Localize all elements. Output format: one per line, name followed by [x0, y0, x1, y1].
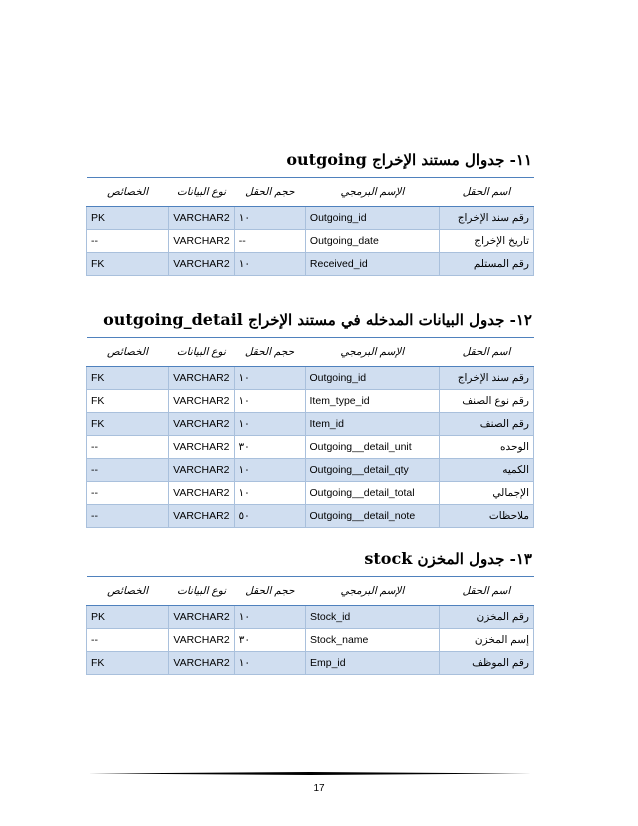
column-header: اسم الحقل — [440, 338, 534, 367]
program-name-cell: Stock_name — [306, 629, 440, 652]
data-type-cell: VARCHAR2 — [169, 482, 234, 505]
properties-cell: FK — [87, 390, 169, 413]
program-name-cell: Received_id — [305, 253, 439, 276]
field-size-cell: ١٠ — [234, 482, 305, 505]
table-header-row — [87, 178, 534, 207]
program-name-cell: Emp_id — [306, 652, 440, 675]
table-row — [87, 253, 534, 276]
column-header: حجم الحقل — [234, 338, 305, 367]
program-name-cell: Outgoing_date — [305, 230, 439, 253]
field-name-cell: رقم المستلم — [439, 253, 533, 276]
table-outgoing — [86, 177, 534, 276]
table-row — [87, 505, 534, 528]
table-header-row — [87, 338, 534, 367]
table-stock — [86, 576, 534, 675]
table-row — [87, 207, 534, 230]
program-name-cell: Outgoing_id — [305, 367, 440, 390]
column-header: الخصائص — [87, 178, 169, 207]
column-header: الخصائص — [87, 577, 169, 606]
properties-cell: -- — [87, 436, 169, 459]
column-header: نوع البيانات — [169, 338, 234, 367]
field-name-cell: رقم سند الإخراج — [440, 367, 534, 390]
column-header: الخصائص — [87, 338, 169, 367]
program-name-cell: Outgoing__detail_total — [305, 482, 440, 505]
table-row — [87, 629, 534, 652]
program-name-cell: Item_type_id — [305, 390, 440, 413]
data-type-cell: VARCHAR2 — [169, 505, 234, 528]
properties-cell: FK — [87, 367, 169, 390]
field-size-cell: ١٠ — [234, 253, 305, 276]
properties-cell: -- — [87, 459, 169, 482]
field-size-cell: ١٠ — [234, 367, 305, 390]
data-type-cell: VARCHAR2 — [169, 606, 234, 629]
data-type-cell: VARCHAR2 — [169, 629, 234, 652]
properties-cell: FK — [87, 413, 169, 436]
column-header: اسم الحقل — [439, 577, 533, 606]
field-size-cell: ١٠ — [234, 390, 305, 413]
field-size-cell: ٣٠ — [234, 629, 305, 652]
table-row — [87, 390, 534, 413]
table-row — [87, 652, 534, 675]
field-size-cell: ٥٠ — [234, 505, 305, 528]
section-heading-title: ١٢- جدول البيانات المدخله في مستند الإخراج — [248, 311, 532, 329]
page-number: 17 — [313, 783, 325, 794]
data-type-cell: VARCHAR2 — [169, 459, 234, 482]
data-type-cell: VARCHAR2 — [169, 652, 234, 675]
table-row — [87, 413, 534, 436]
data-type-cell: VARCHAR2 — [169, 436, 234, 459]
properties-cell: PK — [87, 207, 169, 230]
field-size-cell: ١٠ — [234, 606, 305, 629]
column-header: نوع البيانات — [169, 577, 234, 606]
field-size-cell: ١٠ — [234, 413, 305, 436]
column-header: حجم الحقل — [234, 577, 305, 606]
data-type-cell: VARCHAR2 — [169, 253, 234, 276]
field-name-cell: رقم الصنف — [440, 413, 534, 436]
field-name-cell: رقم سند الإخراج — [439, 207, 533, 230]
field-size-cell: ١٠ — [234, 652, 305, 675]
program-name-cell: Outgoing_id — [305, 207, 439, 230]
field-name-cell: تاريخ الإخراج — [439, 230, 533, 253]
data-type-cell: VARCHAR2 — [169, 390, 234, 413]
program-name-cell: Outgoing__detail_unit — [305, 436, 440, 459]
data-type-cell: VARCHAR2 — [169, 367, 234, 390]
column-header: اسم الحقل — [439, 178, 533, 207]
section-heading-stock — [364, 549, 532, 568]
field-name-cell: رقم الموظف — [439, 652, 533, 675]
table-row — [87, 367, 534, 390]
section-heading-table-name: outgoing_detail — [103, 310, 243, 329]
column-header: الإسم البرمجي — [306, 577, 440, 606]
program-name-cell: Outgoing__detail_note — [305, 505, 440, 528]
properties-cell: -- — [87, 505, 169, 528]
program-name-cell: Item_id — [305, 413, 440, 436]
table-row — [87, 436, 534, 459]
field-name-cell: رقم نوع الصنف — [440, 390, 534, 413]
data-type-cell: VARCHAR2 — [169, 413, 234, 436]
properties-cell: -- — [87, 482, 169, 505]
data-type-cell: VARCHAR2 — [169, 207, 234, 230]
field-name-cell: إسم المخزن — [439, 629, 533, 652]
footer-rule — [88, 772, 532, 775]
program-name-cell: Outgoing__detail_qty — [305, 459, 440, 482]
table-row — [87, 230, 534, 253]
column-header: نوع البيانات — [169, 178, 234, 207]
section-heading-title: ١٣- جدول المخزن — [417, 550, 532, 568]
section-heading-outgoing — [286, 150, 532, 169]
table-row — [87, 482, 534, 505]
properties-cell: PK — [87, 606, 169, 629]
column-header: الإسم البرمجي — [305, 338, 440, 367]
field-size-cell: ١٠ — [234, 459, 305, 482]
table-header-row — [87, 577, 534, 606]
column-header: حجم الحقل — [234, 178, 305, 207]
properties-cell: -- — [87, 230, 169, 253]
data-type-cell: VARCHAR2 — [169, 230, 234, 253]
section-heading-table-name: stock — [364, 549, 413, 568]
field-name-cell: الوحده — [440, 436, 534, 459]
field-size-cell: ٣٠ — [234, 436, 305, 459]
properties-cell: -- — [87, 629, 169, 652]
column-header: الإسم البرمجي — [305, 178, 439, 207]
properties-cell: FK — [87, 652, 169, 675]
field-name-cell: الإجمالي — [440, 482, 534, 505]
properties-cell: FK — [87, 253, 169, 276]
section-heading-table-name: outgoing — [286, 150, 367, 169]
table-row — [87, 606, 534, 629]
field-name-cell: رقم المخزن — [439, 606, 533, 629]
section-heading-outgoing-detail — [103, 310, 532, 329]
section-heading-title: ١١- جدوال مستند الإخراج — [372, 151, 532, 169]
field-name-cell: ملاحظات — [440, 505, 534, 528]
table-outgoing-detail — [86, 337, 534, 528]
field-size-cell: ١٠ — [234, 207, 305, 230]
field-size-cell: -- — [234, 230, 305, 253]
table-row — [87, 459, 534, 482]
field-name-cell: الكميه — [440, 459, 534, 482]
program-name-cell: Stock_id — [306, 606, 440, 629]
